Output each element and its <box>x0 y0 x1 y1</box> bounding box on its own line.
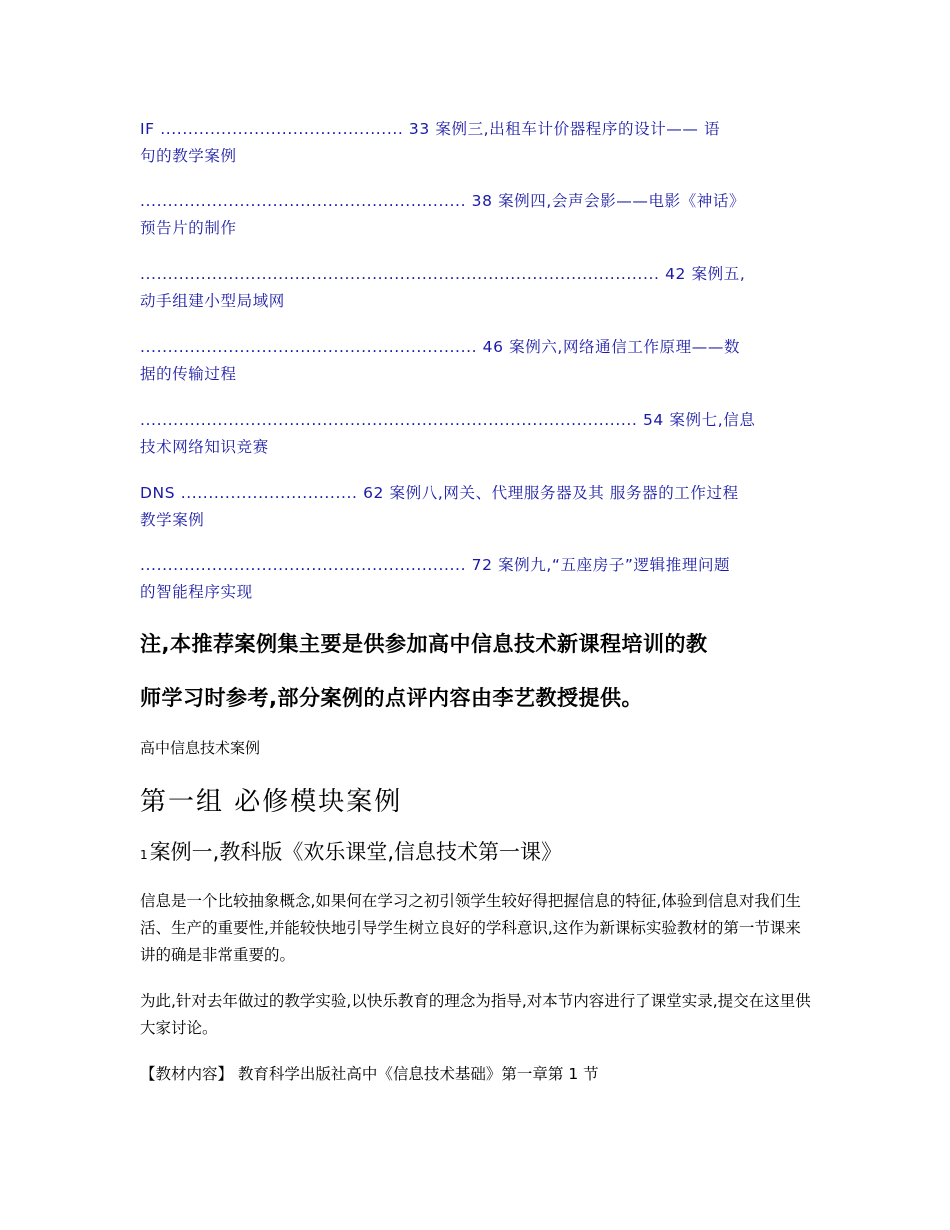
body-paragraph: 【教材内容】 教育科学出版社高中《信息技术基础》第一章第 1 节 <box>140 1065 599 1083</box>
toc-line: ........................................................... 38 案例四,会声会影——电影《神话》 <box>140 192 746 210</box>
section-heading: 第一组 必修模块案例 <box>140 787 403 817</box>
toc-line: IF ............................................ 33 案例三,出租车计价器程序的设计—— 语 <box>140 120 721 138</box>
toc-line: 据的传输过程 <box>140 365 237 383</box>
toc-line: ............................................................. 46 案例六,网络通信工作原理——数 <box>140 338 741 356</box>
note-line: 注,本推荐案例集主要是供参加高中信息技术新课程培训的教 <box>140 632 708 656</box>
case-title: 案例一,教科版《欢乐课堂,信息技术第一课》 <box>149 840 562 864</box>
toc-line: 技术网络知识竞赛 <box>140 438 269 456</box>
document-title: 高中信息技术案例 <box>140 739 261 757</box>
toc-entry-case-3[interactable] <box>140 116 812 170</box>
case-heading <box>140 836 562 871</box>
toc-line: 动手组建小型局域网 <box>140 292 285 310</box>
toc-line: .............................................................................................. 42 案例五, <box>140 265 746 283</box>
toc-line: 的智能程序实现 <box>140 583 253 601</box>
case-number: 1 <box>140 848 148 862</box>
toc-line: .......................................................................................... 54 案例七,信息 <box>140 411 756 429</box>
toc-line: ........................................................... 72 案例九,“五座房子”逻辑推理问题 <box>140 556 731 574</box>
toc-entry-case-5[interactable] <box>140 261 812 315</box>
toc-line: 教学案例 <box>140 511 205 529</box>
toc-line: 句的教学案例 <box>140 147 237 165</box>
toc-entry-case-4[interactable] <box>140 188 812 242</box>
toc-entry-case-7[interactable] <box>140 407 812 461</box>
toc-entry-case-6[interactable] <box>140 334 812 388</box>
toc-line: DNS ................................ 62 案例八,网关、代理服务器及其 服务器的工作过程 <box>140 484 739 502</box>
note-paragraph <box>140 617 820 725</box>
toc-entry-case-9[interactable] <box>140 552 812 606</box>
body-paragraph: 信息是一个比较抽象概念,如果何在学习之初引领学生较好得把握信息的特征,体验到信息对我们生活、生产的重要性,并能较快地引导学生树立良好的学科意识,这作为新课标实验教材的第一节课来讲的确是非常重要的。 <box>140 892 801 964</box>
toc-entry-case-8[interactable] <box>140 480 812 534</box>
body-paragraph: 为此,针对去年做过的教学实验,以快乐教育的理念为指导,对本节内容进行了课堂实录,提交在这里供大家讨论。 <box>140 992 811 1037</box>
toc-line: 预告片的制作 <box>140 219 237 237</box>
note-line: 师学习时参考,部分案例的点评内容由李艺教授提供。 <box>140 686 643 710</box>
